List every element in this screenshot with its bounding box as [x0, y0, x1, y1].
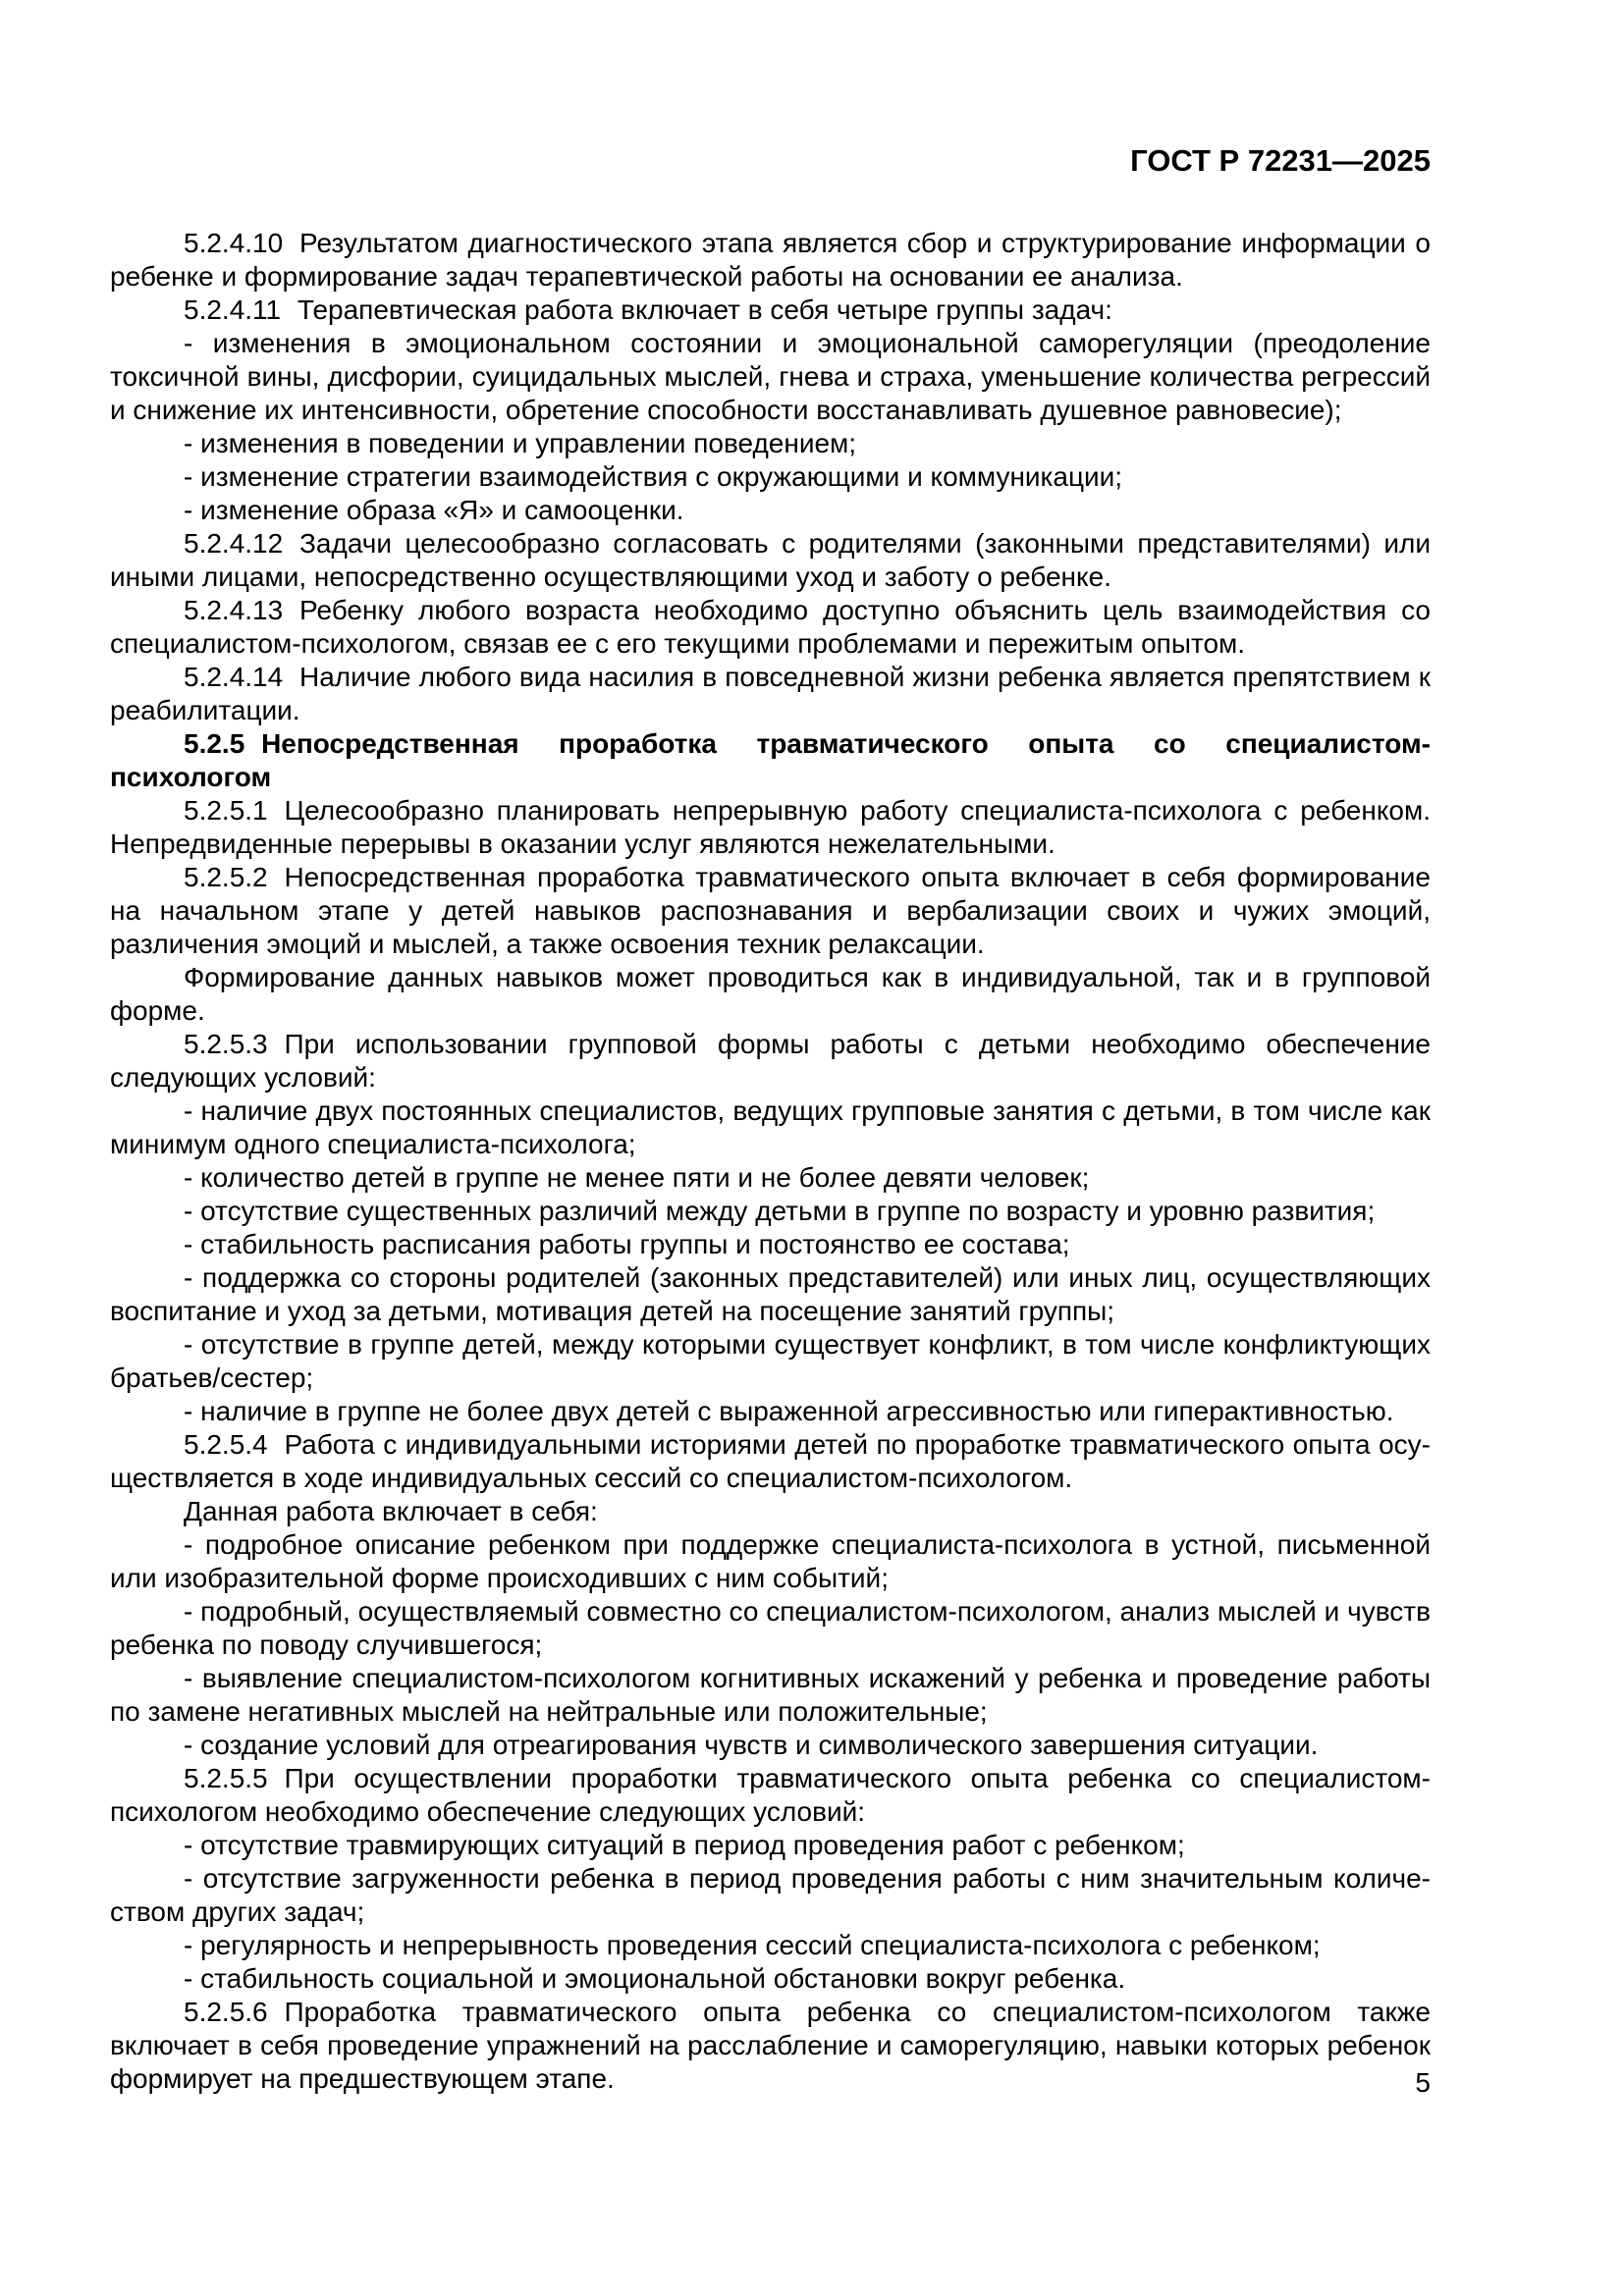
paragraph: 5.2.5.1 Целесообразно планировать непрерывную работу специалиста-психолога с ребенком. Непредвиденные перерывы в оказании услуг являются нежелательными.	[110, 795, 1431, 859]
paragraph: - изменение образа «Я» и самооценки.	[184, 495, 684, 525]
paragraph: - наличие двух постоянных специалистов, ведущих групповые занятия с детьми, в том числе как минимум одного специалиста-психолога;	[110, 1095, 1431, 1159]
paragraph: - подробный, осуществляемый совместно со специалистом-психологом, анализ мыслей и чувств ребенка по поводу случившегося;	[110, 1596, 1431, 1660]
clause-number: 5.2.4.11	[184, 294, 282, 325]
paragraph: - отсутствие загруженности ребенка в период проведения работы с ним значительным количеством других задач;	[110, 1863, 1431, 1927]
paragraph: 5.2.4.12 Задачи целесообразно согласовать с родителями (законными представителями) или иными лицами, непосредственно осуществляющими уход и заботу о ребенке.	[110, 528, 1431, 592]
paragraph: - стабильность социальной и эмоциональной обстановки вокруг ребенка.	[184, 1963, 1126, 1994]
paragraph: 5.2.5.5 При осуществлении проработки травматического опыта ребенка со специалистом-психологом необходимо обеспечение следующих условий:	[110, 1763, 1431, 1827]
clause-number: 5.2.5.6	[184, 1997, 268, 2027]
paragraph: - изменения в эмоциональном состоянии и эмоциональной саморегуляции (преодоление токсичной вины, дисфории, суицидальных мыслей, гнева и страха, уменьшение количества регрессий и снижение их интенсивности, обретение способности восстанавливать душевное равновесие);	[110, 328, 1431, 425]
clause-number: 5.2.5.5	[184, 1763, 268, 1793]
paragraph: 5.2.5.3 При использовании групповой формы работы с детьми необходимо обеспечение следующих условий:	[110, 1029, 1431, 1093]
paragraph: - подробное описание ребенком при поддержке специалиста-психолога в устной, письменной или изобразительной форме происходивших с ним событий;	[110, 1529, 1431, 1593]
paragraph: - отсутствие существенных различий между детьми в группе по возрасту и уровню развития;	[184, 1196, 1376, 1226]
paragraph: Формирование данных навыков может проводиться как в индивидуальной, так и в групповой форме.	[110, 962, 1431, 1026]
paragraph: - количество детей в группе не менее пяти и не более девяти человек;	[184, 1162, 1090, 1193]
paragraph: 5.2.4.11 Терапевтическая работа включает в себя четыре группы задач:	[184, 294, 1112, 325]
paragraph: - отсутствие травмирующих ситуаций в период проведения работ с ребенком;	[184, 1830, 1185, 1860]
paragraph: 5.2.5.4 Работа с индивидуальными историями детей по проработке травматического опыта осуществляется в ходе индивидуальных сессий со специалистом-психологом.	[110, 1429, 1431, 1493]
paragraph: 5.2.5.2 Непосредственная проработка травматического опыта включает в себя формирование на начальном этапе у детей навыков распознавания и вербализации своих и чужих эмоций, различения эмоций и мыслей, а также освоения техник релаксации.	[110, 862, 1431, 959]
page-number: 5	[1415, 2067, 1431, 2098]
paragraph: Данная работа включает в себя:	[184, 1496, 598, 1526]
paragraph: 5.2.5.6 Проработка травматического опыта ребенка со специалистом-психологом также включает в себя проведение упражнений на расслабление и саморегуляцию, навыки которых ребенок формирует на предшествующем этапе.	[110, 1997, 1431, 2094]
section-heading: 5.2.5 Непосредственная проработка травматического опыта со специалистом-психологом	[110, 728, 1431, 792]
clause-number: 5.2.5.3	[184, 1029, 268, 1059]
paragraph: - выявление специалистом-психологом когнитивных искажений у ребенка и проведение работы по замене негативных мыслей на нейтральные или положительные;	[110, 1663, 1431, 1727]
clause-number: 5.2.5.1	[184, 795, 268, 826]
paragraph: - регулярность и непрерывность проведения сессий специалиста-психолога с ребенком;	[184, 1930, 1321, 1960]
text-block	[110, 227, 1431, 2096]
paragraph: 5.2.4.10 Результатом диагностического этапа является сбор и структурирование информации о ребенке и формирование задач терапевтической работы на основании ее анализа.	[110, 228, 1431, 292]
paragraph: 5.2.4.13 Ребенку любого возраста необходимо доступно объяснить цель взаимодействия со специалистом-психологом, связав ее с его текущими проблемами и пережитым опытом.	[110, 595, 1431, 659]
clause-number: 5.2.4.10	[184, 228, 284, 258]
clause-number: 5.2.5.2	[184, 862, 268, 892]
paragraph: 5.2.4.14 Наличие любого вида насилия в повседневной жизни ребенка является препятствием к реабилитации.	[110, 662, 1431, 725]
paragraph: - наличие в группе не более двух детей с выраженной агрессивностью или гиперактивностью.	[184, 1396, 1394, 1426]
clause-number: 5.2.4.13	[184, 595, 284, 625]
paragraph: - изменение стратегии взаимодействия с окружающими и коммуникации;	[184, 461, 1123, 492]
standard-number-header: ГОСТ Р 72231—2025	[1130, 143, 1431, 178]
paragraph: - изменения в поведении и управлении поведением;	[184, 428, 857, 458]
paragraph: - отсутствие в группе детей, между которыми существует конфликт, в том числе конфликтующих братьев/сестер;	[110, 1329, 1431, 1393]
paragraph: - поддержка со стороны родителей (законных представителей) или иных лиц, осуществляющих воспитание и уход за детьми, мотивация детей на посещение занятий группы;	[110, 1262, 1431, 1326]
paragraph: - стабильность расписания работы группы и постоянство ее состава;	[184, 1229, 1070, 1259]
paragraph: - создание условий для отреагирования чувств и символического завершения ситуации.	[184, 1730, 1319, 1760]
clause-number: 5.2.4.14	[184, 662, 284, 692]
clause-number: 5.2.5	[184, 728, 245, 759]
clause-number: 5.2.5.4	[184, 1429, 268, 1460]
clause-number: 5.2.4.12	[184, 528, 284, 559]
